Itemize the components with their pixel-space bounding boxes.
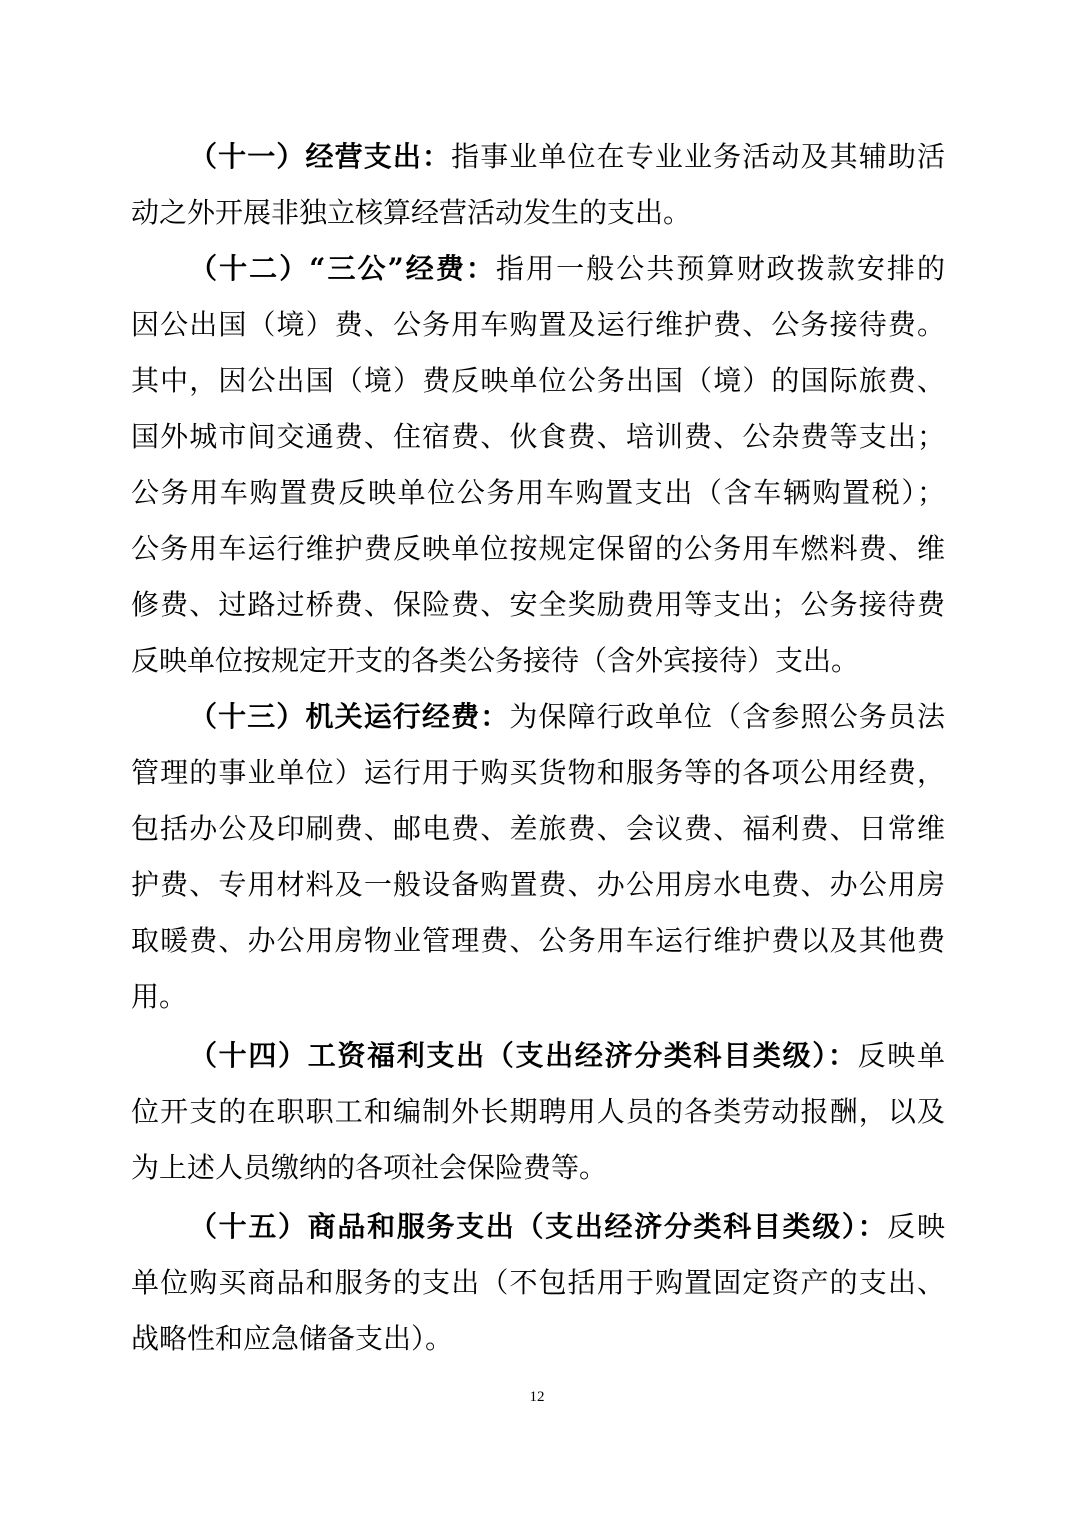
paragraph: [131, 129, 945, 241]
text-line: 战略性和应急储备支出）。: [131, 1322, 454, 1355]
paragraph: [131, 1028, 945, 1196]
paragraph-heading: （十五）商品和服务支出（支出经济分类科目类级）：: [189, 1210, 888, 1243]
paragraph-text: 反映: [887, 1210, 945, 1243]
paragraph-text: 指用一般公共预算财政拨款安排的: [496, 252, 945, 285]
paragraph: [131, 689, 945, 1025]
paragraph-text: 为保障行政单位（含参照公务员法: [509, 700, 945, 733]
text-line: 公务用车运行维护费反映单位按规定保留的公务用车燃料费、维: [131, 532, 945, 565]
page-number: 12: [529, 1389, 545, 1405]
text-line: 为上述人员缴纳的各项社会保险费等。: [131, 1151, 608, 1184]
text-line: 因公出国（境）费、公务用车购置及运行维护费、公务接待费。: [131, 308, 945, 341]
text-line: [131, 1028, 945, 1084]
text-line: 动之外开展非独立核算经营活动发生的支出。: [131, 196, 692, 229]
text-line: [131, 241, 945, 297]
text-line: 单位购买商品和服务的支出（不包括用于购置固定资产的支出、: [131, 1266, 945, 1299]
document-body: [131, 129, 945, 1367]
text-line: 用。: [131, 980, 188, 1013]
paragraph-heading: （十一）经营支出：: [189, 140, 452, 173]
text-line: 公务用车购置费反映单位公务用车购置支出（含车辆购置税）；: [131, 476, 945, 509]
text-line: [131, 1199, 945, 1255]
paragraph: [131, 241, 945, 689]
text-line: 国外城市间交通费、住宿费、伙食费、培训费、公杂费等支出；: [131, 420, 945, 453]
text-line: 其中，因公出国（境）费反映单位公务出国（境）的国际旅费、: [131, 364, 945, 397]
paragraph-heading: （十三）机关运行经费：: [189, 700, 510, 733]
text-line: 包括办公及印刷费、邮电费、差旅费、会议费、福利费、日常维: [131, 812, 945, 845]
text-line: 护费、专用材料及一般设备购置费、办公用房水电费、办公用房: [131, 868, 945, 901]
text-line: 管理的事业单位）运行用于购买货物和服务等的各项公用经费，: [131, 756, 945, 789]
paragraph-heading: （十二）“三公”经费：: [189, 252, 496, 285]
paragraph: [131, 1199, 945, 1367]
text-line: 取暖费、办公用房物业管理费、公务用车运行维护费以及其他费: [131, 924, 945, 957]
paragraph-text: 指事业单位在专业业务活动及其辅助活: [451, 140, 945, 173]
paragraph-text: 反映单: [857, 1039, 945, 1072]
text-line: [131, 689, 945, 745]
text-line: 反映单位按规定开支的各类公务接待（含外宾接待）支出。: [131, 644, 860, 677]
text-line: [131, 129, 945, 185]
paragraph-heading: （十四）工资福利支出（支出经济分类科目类级）：: [189, 1039, 858, 1072]
text-line: 位开支的在职职工和编制外长期聘用人员的各类劳动报酬，以及: [131, 1095, 945, 1128]
text-line: 修费、过路过桥费、保险费、安全奖励费用等支出；公务接待费: [131, 588, 945, 621]
